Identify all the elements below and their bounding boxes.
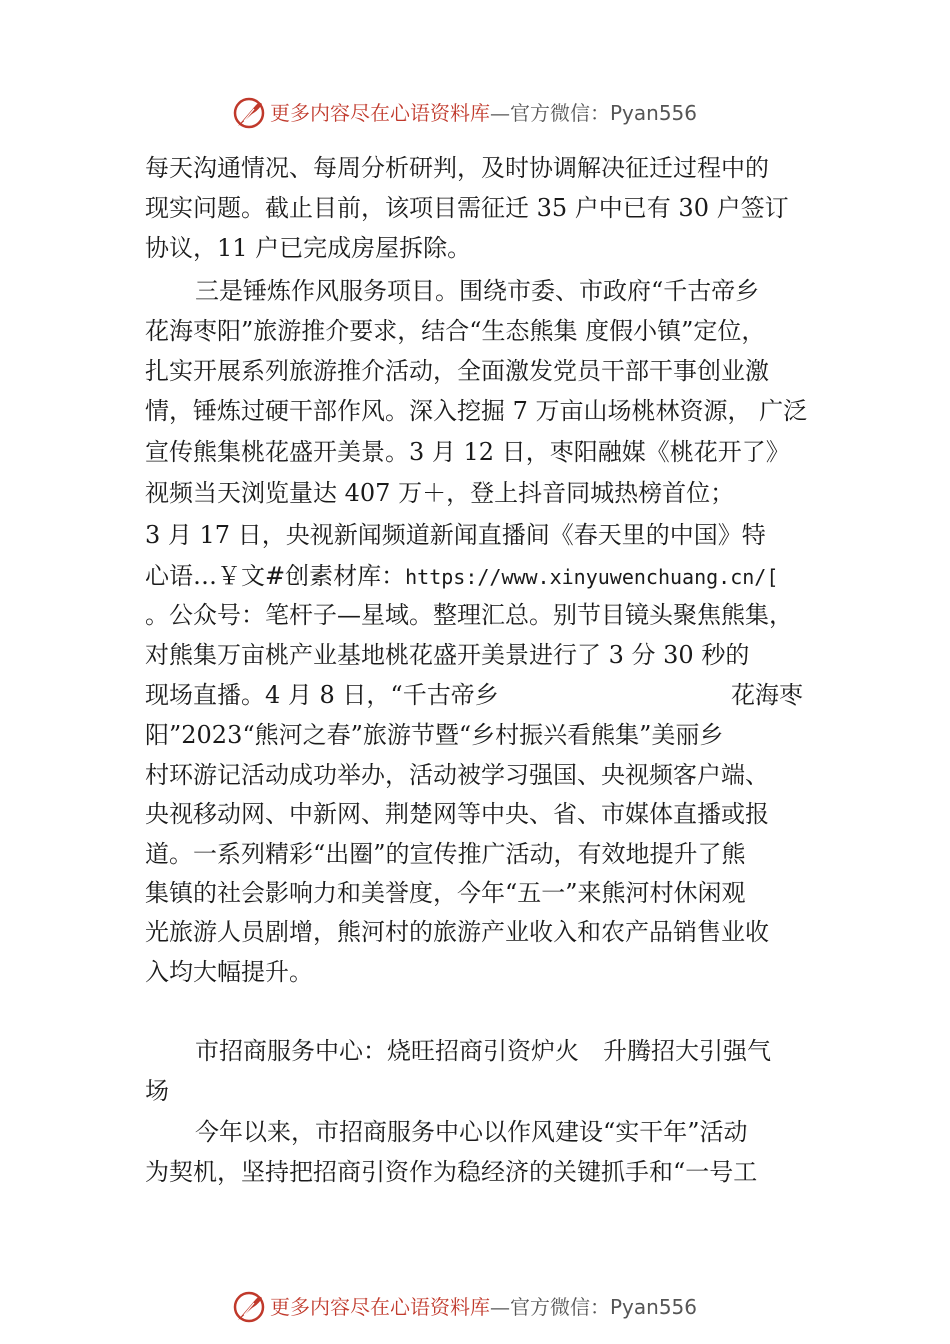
watermark-text: [270, 100, 697, 126]
watermark-brand: 更多内容尽在心语资料库: [270, 1295, 490, 1319]
website-link[interactable]: https://www.xinyuwenchuang.cn/[: [405, 565, 779, 589]
text-line-with-link: [145, 561, 778, 592]
text-line: 集镇的社会影响力和美誉度，今年“五一”来熊河村休闲观: [145, 879, 746, 907]
text-line: 对熊集万亩桃产业基地桃花盛开美景进行了 3 分 30 秒的: [145, 641, 750, 669]
text-line: 央视移动网、中新网、荆楚网等中央、省、市媒体直播或报: [145, 800, 769, 828]
footer-watermark: [0, 1290, 950, 1326]
text-line: 。公众号：笔杆子—星域。整理汇总。别节目镜头聚焦熊集，: [145, 601, 793, 629]
feather-pen-circle-icon: [232, 1290, 266, 1324]
watermark-official: —官方微信：: [490, 1295, 610, 1319]
paragraph-start: 三是锤炼作风服务项目。围绕市委、市政府“千古帝乡: [195, 277, 760, 305]
feather-pen-circle-icon: [232, 96, 266, 130]
text-line: 宣传熊集桃花盛开美景。3 月 12 日，枣阳融媒《桃花开了》: [145, 438, 790, 466]
text-line: 现场直播。4 月 8 日，“千古帝乡: [145, 681, 499, 709]
text-line: 村环游记活动成功举办，活动被学习强国、央视频客户端、: [145, 761, 769, 789]
text-line: 阳”2023“熊河之春”旅游节暨“乡村振兴看熊集”美丽乡: [145, 721, 724, 749]
text-line: 协议，11 户已完成房屋拆除。: [145, 234, 472, 262]
text-line: 视频当天浏览量达 407 万＋，登上抖音同城热榜首位；: [145, 479, 735, 507]
text-line: 花海枣阳”旅游推介要求，结合“生态熊集 度假小镇”定位，: [145, 317, 766, 345]
text-line: 每天沟通情况、每周分析研判，及时协调解决征迁过程中的: [145, 154, 769, 182]
text-line: 入均大幅提升。: [145, 958, 313, 986]
text-line: 光旅游人员剧增，熊河村的旅游产业收入和农产品销售业收: [145, 918, 769, 946]
watermark-account: Pyan556: [610, 1295, 698, 1319]
watermark-account: Pyan556: [610, 101, 698, 125]
text-line: 道。一系列精彩“出圈”的宣传推广活动，有效地提升了熊: [145, 840, 746, 868]
watermark-brand: 更多内容尽在心语资料库: [270, 101, 490, 125]
text-line: 3 月 17 日，央视新闻频道新闻直播间《春天里的中国》特: [145, 521, 766, 549]
section-heading-continued: 场: [145, 1077, 169, 1105]
text-line: 为契机，坚持把招商引资作为稳经济的关键抓手和“一号工: [145, 1158, 758, 1186]
paragraph-start: 今年以来，市招商服务中心以作风建设“实干年”活动: [195, 1118, 748, 1146]
text-line-fragment: 花海枣: [731, 681, 803, 709]
text-line: 情，锤炼过硬干部作风。深入挖掘 7 万亩山场桃林资源， 广泛: [145, 397, 808, 425]
header-watermark: [0, 96, 950, 132]
section-heading: 市招商服务中心：烧旺招商引资炉火 升腾招大引强气: [195, 1037, 771, 1065]
text-line: 扎实开展系列旅游推介活动，全面激发党员干部干事创业激: [145, 357, 769, 385]
text-line: 现实问题。截止目前，该项目需征迁 35 户中已有 30 户签订: [145, 194, 789, 222]
inserted-note: 心语…￥文#创素材库：: [145, 562, 406, 590]
watermark-text: [270, 1294, 697, 1320]
watermark-official: —官方微信：: [490, 101, 610, 125]
